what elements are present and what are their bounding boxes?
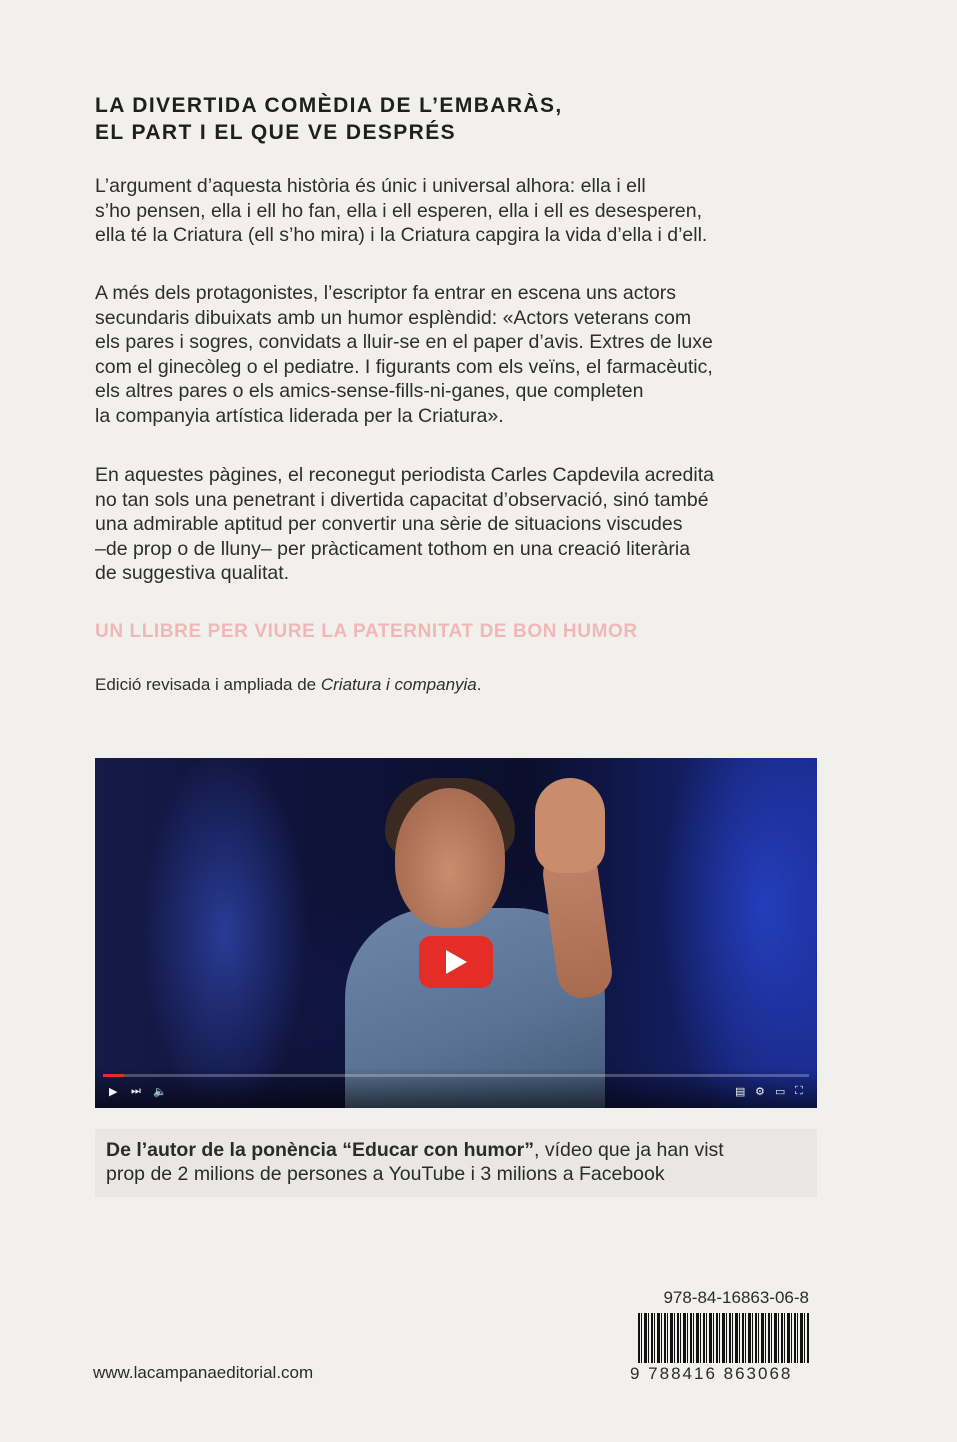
edition-prefix: Edició revisada i ampliada de: [95, 675, 321, 694]
play-small-icon[interactable]: ▶: [109, 1086, 118, 1098]
caption-line-2: prop de 2 milions de persones a YouTube i 3 milions a Facebook: [106, 1163, 665, 1185]
next-icon[interactable]: ⏭: [131, 1085, 141, 1097]
paragraph-line: secundaris dibuixats amb un humor esplèndid: «Actors veterans com: [95, 306, 692, 329]
barcode: [638, 1313, 810, 1363]
paragraph-line: En aquestes pàgines, el reconegut periodista Carles Capdevila acredita: [95, 464, 714, 486]
paragraph-line: de suggestiva qualitat.: [95, 562, 290, 585]
paragraph-line: els pares i sogres, convidats a lluir-se en el paper d’avis. Extres de luxe: [95, 331, 713, 354]
paragraph-line: els altres pares o els amics-sense-fills-ni-ganes, que completen: [95, 380, 644, 403]
video-progress-bar[interactable]: [103, 1074, 809, 1077]
paragraph-line: una admirable aptitud per convertir una sèrie de situacions viscudes: [95, 513, 683, 536]
paragraph-line: la companyia artística liderada per la Criatura».: [95, 404, 504, 427]
theater-icon[interactable]: ▭: [775, 1086, 786, 1098]
speaker-raised-hand: [535, 778, 605, 873]
paragraph-author: [95, 463, 835, 586]
caption-rest: , vídeo que ja han vist: [534, 1139, 724, 1161]
publisher-website[interactable]: www.lacampanaeditorial.com: [93, 1363, 314, 1382]
paragraph-line: s’ho pensen, ella i ell ho fan, ella i ell esperen, ella i ell es desesperen,: [95, 199, 703, 222]
heading-line-1: LA DIVERTIDA COMÈDIA DE L’EMBARÀS,: [95, 94, 563, 117]
settings-icon[interactable]: ⚙: [755, 1086, 765, 1098]
edition-suffix: .: [476, 675, 482, 694]
edition-note: [95, 675, 482, 695]
play-button[interactable]: [419, 936, 493, 988]
video-progress-fill: [103, 1074, 124, 1077]
isbn: 978-84-16863-06-8: [663, 1288, 809, 1307]
barcode-number: 9 788416 863068: [630, 1364, 793, 1383]
edition-book-title: Criatura i companyia: [320, 675, 477, 694]
subtitles-icon[interactable]: ▤: [735, 1086, 746, 1098]
paragraph-line: ella té la Criatura (ell s’ho mira) i la Criatura capgira la vida d’ella i d’ell.: [95, 224, 708, 247]
paragraph-line: L’argument d’aquesta història és únic i universal alhora: ella i ell: [95, 175, 646, 197]
paragraph-line: com el ginecòleg o el pediatre. I figurants com els veïns, el farmacèutic,: [95, 355, 713, 378]
paragraph-line: A més dels protagonistes, l’escriptor fa entrar en escena uns actors: [95, 282, 676, 304]
paragraph-supporting-actors: [95, 281, 835, 429]
paragraph-line: no tan sols una penetrant i divertida capacitat d’observació, sinó també: [95, 488, 709, 511]
video-caption-box: [95, 1129, 817, 1197]
paragraph-argument: [95, 174, 835, 248]
caption-bold: De l’autor de la ponència “Educar con humor”: [106, 1139, 534, 1161]
fullscreen-icon[interactable]: ⛶: [795, 1085, 803, 1097]
tagline: UN LLIBRE PER VIURE LA PATERNITAT DE BON HUMOR: [95, 621, 638, 642]
speaker-face: [395, 788, 505, 928]
video-caption: [106, 1138, 724, 1186]
back-cover-heading: [95, 92, 855, 146]
volume-icon[interactable]: 🔈: [153, 1086, 167, 1098]
play-icon: [444, 949, 468, 975]
heading-line-2: EL PART I EL QUE VE DESPRÉS: [95, 121, 457, 144]
paragraph-line: –de prop o de lluny– per pràcticament tothom en una creació literària: [95, 537, 691, 560]
video-thumbnail[interactable]: [95, 758, 817, 1108]
video-controls-bar: [95, 1068, 817, 1108]
